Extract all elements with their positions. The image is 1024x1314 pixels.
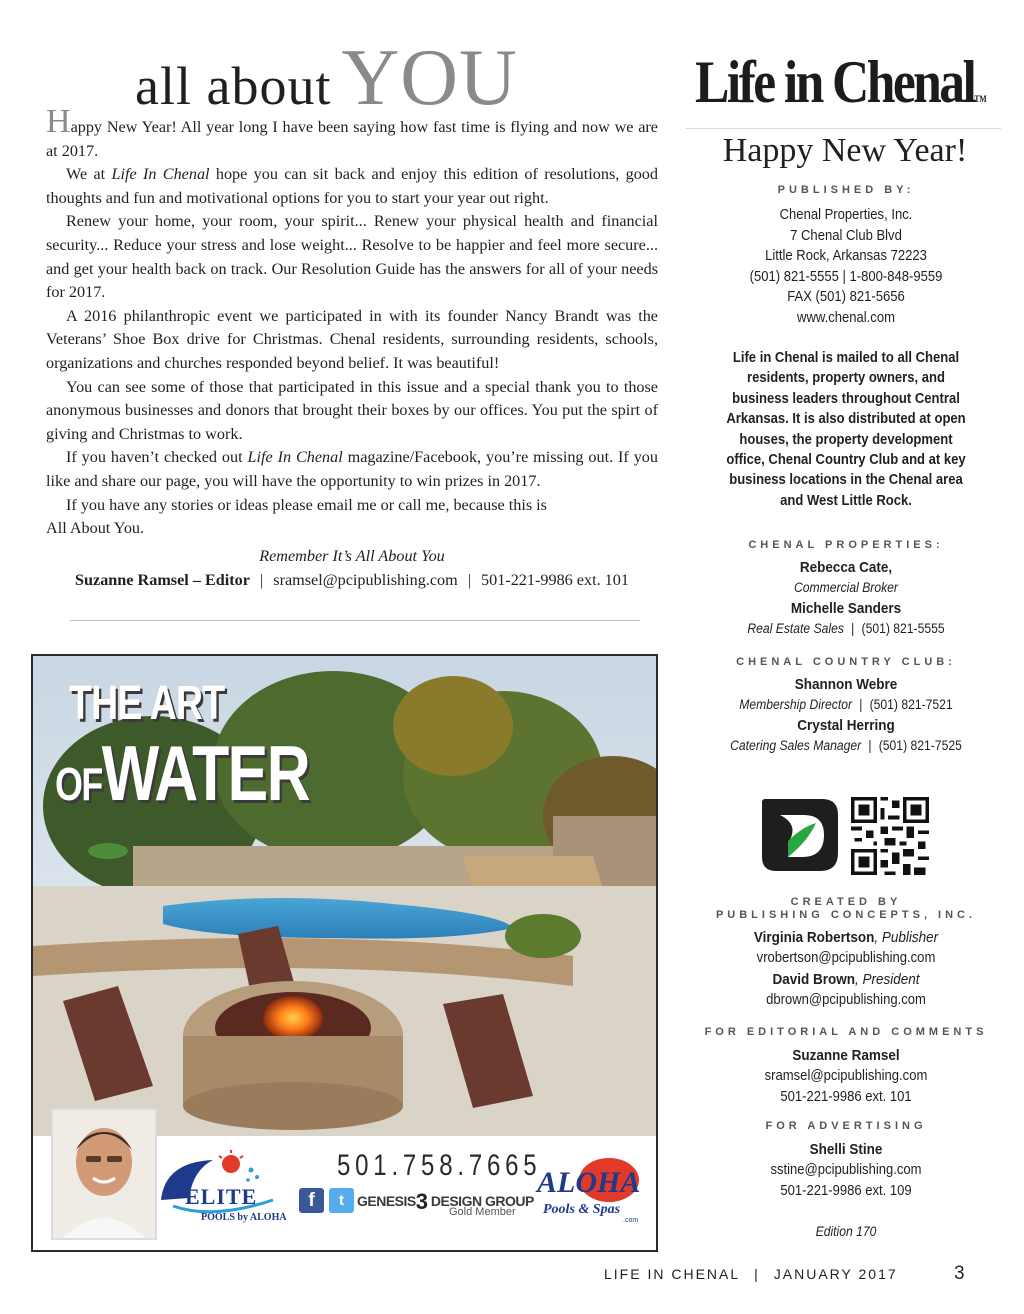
letter-text: hope you can sit back and enjoy this edition of resolutions, good thoughts and fun and motivational options for you to start your year out right.	[46, 165, 658, 207]
gold-member-label: Gold Member	[449, 1206, 516, 1218]
contact-name: Michelle Sanders	[790, 600, 902, 617]
publisher-line: Little Rock, Arkansas 72223	[765, 248, 927, 264]
publisher-line: FAX (501) 821-5656	[787, 289, 905, 305]
publisher-website[interactable]: www.chenal.com	[797, 309, 895, 326]
ad-headline-of: OF	[55, 758, 102, 810]
page-footer	[604, 1266, 898, 1282]
heading-you: YOU	[341, 34, 518, 122]
editor-phone: 501-221-9986 ext. 101	[481, 571, 629, 589]
section-label: PUBLISHED BY:	[777, 184, 915, 196]
contact-role-line	[704, 736, 988, 756]
page-number: 3	[954, 1263, 965, 1284]
magazine-name-italic: Life In Chenal	[111, 165, 210, 184]
publishing-concepts-logo	[758, 795, 840, 875]
ad-headline-line2	[55, 728, 309, 819]
publisher-line: (501) 821-5555 | 1-800-848-9559	[749, 268, 943, 285]
aloha-logo-com: .com	[623, 1217, 639, 1224]
twitter-icon[interactable]: t	[329, 1188, 354, 1213]
contact-name: Shannon Webre	[794, 676, 898, 693]
advertiser-portrait	[51, 1108, 157, 1240]
divider	[70, 620, 640, 621]
letter-paragraph	[46, 163, 658, 210]
published-by-section	[688, 184, 1004, 328]
letter-text: appy New Year! All year long I have been saying how fast time is flying and now we are at 2017.	[46, 118, 658, 160]
country-club-section	[688, 656, 1004, 756]
ad-phone-number: 501.758.7665	[337, 1149, 542, 1182]
contact-name-line	[704, 927, 988, 948]
contact-name-line	[704, 969, 988, 990]
contact-name: Suzanne Ramsel	[792, 1047, 900, 1064]
distribution-section	[708, 348, 984, 511]
contact-phone: 501-221-9986 ext. 101	[780, 1088, 912, 1105]
heading-all-about: all about	[135, 56, 332, 116]
genesis-text: GENESIS	[357, 1193, 416, 1209]
contact-name: Crystal Herring	[797, 717, 895, 734]
contact-email[interactable]: vrobertson@pcipublishing.com	[756, 950, 936, 966]
qr-code[interactable]	[850, 797, 930, 875]
page-heading	[135, 34, 518, 122]
contact-role: , Publisher	[874, 929, 939, 946]
separator: |	[868, 738, 872, 753]
letter-paragraph: You can see some of those that participated in this issue and a special thank you to those anonymous businesses and donors that brought their boxes by our offices. You put the spirt of giving and Christmas to work.	[46, 377, 658, 443]
portrait-photo	[53, 1110, 155, 1238]
separator: |	[754, 1266, 760, 1282]
section-label: FOR ADVERTISING	[765, 1120, 927, 1132]
editor-name: Suzanne Ramsel – Editor	[75, 571, 250, 589]
footer-issue-date: JANUARY 2017	[773, 1266, 898, 1282]
aloha-logo-subtitle: Pools & Spas	[543, 1202, 621, 1217]
section-label: PUBLISHING CONCEPTS, INC.	[715, 909, 977, 921]
publisher-line: 7 Chenal Club Blvd	[790, 227, 902, 244]
contact-phone: (501) 821-7525	[878, 738, 962, 753]
contact-role: Commercial Broker	[794, 580, 898, 595]
contact-role-line	[704, 695, 988, 715]
editor-signature	[46, 571, 658, 590]
edition-number: Edition 170	[815, 1224, 877, 1239]
divider	[686, 128, 1001, 129]
section-label: CHENAL COUNTRY CLUB:	[736, 656, 956, 668]
contact-phone: (501) 821-7521	[869, 697, 953, 712]
edition-section	[688, 1222, 1004, 1242]
footer-magazine-name: LIFE IN CHENAL	[604, 1266, 741, 1282]
letter-paragraph: A 2016 philanthropic event we participated in with its founder Nancy Brandt was the Veterans’ Shoe Box drive for Christmas. Chenal residents, surrounding residents, schools, organizations and churches responded beyond belief. It was beautiful!	[46, 306, 658, 372]
editorial-section	[688, 1026, 1004, 1107]
contact-role: Membership Director	[739, 697, 853, 712]
contact-role-line	[704, 619, 988, 639]
letter-paragraph	[46, 103, 658, 163]
trademark-mark: TM	[974, 94, 987, 104]
new-year-greeting: Happy New Year!	[722, 132, 968, 169]
contact-phone: 501-221-9986 ext. 109	[780, 1182, 912, 1199]
section-label: CHENAL PROPERTIES:	[748, 539, 944, 551]
contact-role: Real Estate Sales	[747, 621, 844, 636]
elite-logo-subtitle: POOLS by ALOHA	[201, 1212, 287, 1223]
contact-name: Rebecca Cate,	[799, 559, 893, 576]
distribution-note: Life in Chenal is mailed to all Chenal residents, property owners, and business leaders throughout Central Arkansas. It is also distributed at open houses, the property development office, Chenal Country Club and at key business locations in the Chenal area and West Little Rock.	[726, 350, 966, 509]
section-label: CREATED BY	[790, 896, 902, 908]
contact-name: David Brown	[772, 970, 855, 988]
letter-text: If you haven’t checked out	[66, 448, 248, 467]
contact-role: Catering Sales Manager	[730, 738, 862, 753]
drop-cap: H	[46, 103, 71, 140]
contact-name: Shelli Stine	[809, 1141, 883, 1158]
separator: |	[260, 571, 264, 589]
facebook-icon[interactable]: f	[299, 1188, 324, 1213]
svg-text:ALOHA: ALOHA	[537, 1166, 641, 1199]
editor-email: sramsel@pcipublishing.com	[273, 571, 458, 589]
created-by-section	[688, 896, 1004, 1010]
magazine-name-italic: Life In Chenal	[247, 448, 343, 467]
chenal-properties-section	[688, 539, 1004, 639]
contact-phone: (501) 821-5555	[861, 621, 945, 636]
design-group-text: DESIGN GROUP	[427, 1193, 534, 1209]
genesis-3-mark: 3	[415, 1189, 428, 1214]
magazine-logo	[695, 49, 987, 115]
elite-logo-text: ELITE	[185, 1184, 258, 1209]
contact-email[interactable]: sstine@pcipublishing.com	[770, 1162, 922, 1178]
separator: |	[467, 571, 471, 589]
editor-letter	[46, 103, 658, 541]
separator: |	[859, 697, 863, 712]
ad-headline-line1: THE ART	[69, 677, 225, 730]
publisher-line: Chenal Properties, Inc.	[779, 207, 913, 223]
advertising-section	[688, 1120, 1004, 1201]
contact-email[interactable]: dbrown@pcipublishing.com	[766, 991, 926, 1008]
ad-headline-water: WATER	[101, 729, 310, 817]
letter-paragraph	[46, 446, 658, 493]
letter-closing: Remember It’s All About You	[259, 547, 445, 565]
letter-text: magazine/Facebook, you’re missing out. If you like and share our page, you will have the opportunity to win prizes in 2017.	[46, 448, 658, 490]
letter-text: We at	[66, 165, 112, 184]
contact-role: , President	[854, 970, 920, 988]
pool-advertisement	[31, 654, 658, 1252]
magazine-logo-text: Life in Chenal	[695, 49, 975, 115]
contact-email[interactable]: sramsel@pcipublishing.com	[764, 1068, 928, 1084]
section-label: FOR EDITORIAL AND COMMENTS	[704, 1026, 988, 1038]
letter-paragraph: If you have any stories or ideas please email me or call me, because this is	[66, 495, 547, 514]
separator: |	[851, 621, 855, 636]
contact-name: Virginia Robertson	[753, 929, 875, 946]
letter-paragraph-end: All About You.	[46, 519, 145, 538]
letter-paragraph: Renew your home, your room, your spirit... Renew your physical health and financial security... Reduce your stress and lose weight... Resolve to be happier and feel more secure... and get your health back on track. Our Resolution Guide has the answers for all of your needs for 2017.	[46, 212, 658, 302]
